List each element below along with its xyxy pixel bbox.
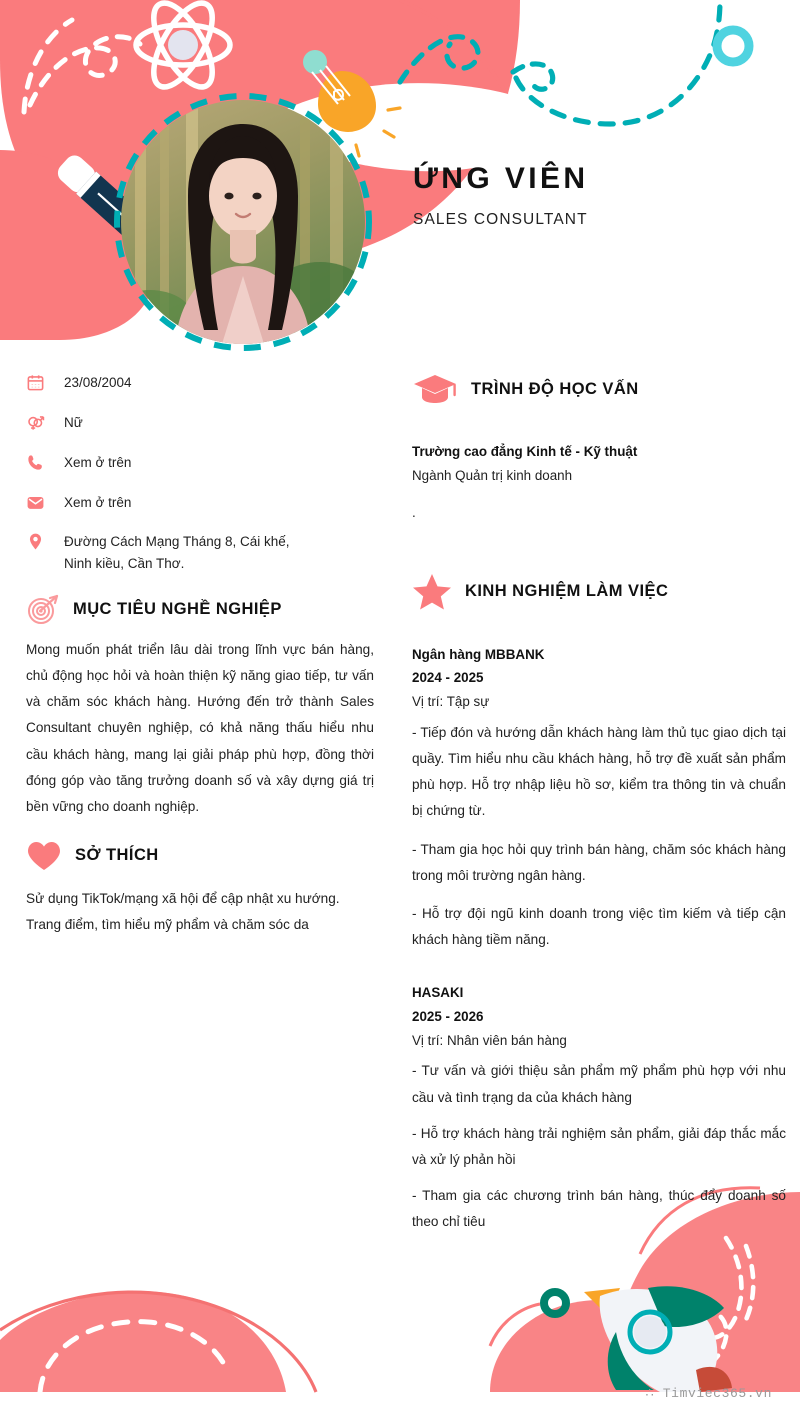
experience-section (412, 573, 786, 1235)
calendar-icon (26, 372, 52, 392)
major: Ngành Quản trị kinh doanh (412, 467, 573, 483)
section-title: KINH NGHIỆM LÀM VIỆC (465, 582, 669, 601)
objective-heading (26, 593, 374, 625)
page-title: ỨNG VIÊN (413, 162, 589, 195)
email-icon (26, 492, 52, 512)
location-icon (26, 531, 52, 551)
donut-circle-teal-small (544, 1292, 566, 1314)
experience-heading (412, 573, 786, 611)
hobbies-heading (26, 840, 374, 872)
employment-period: 2025 - 2026 (412, 1008, 484, 1024)
section-title: TRÌNH ĐỘ HỌC VẤN (471, 379, 639, 398)
experience-bullet: - Hỗ trợ đội ngũ kinh doanh trong việc tìm kiếm và tiếp cận khách hàng tiềm năng. (412, 905, 786, 947)
contact-value: Xem ở trên (64, 454, 132, 470)
experience-bullet: - Tư vấn và giới thiệu sản phẩm mỹ phẩm phù hợp với nhu cầu và tình trạng da của khách hàng (412, 1063, 786, 1105)
contact-item-birthdate (26, 372, 374, 394)
heart-icon (26, 840, 62, 872)
section-title: MỤC TIÊU NGHỀ NGHIỆP (73, 599, 282, 618)
watermark: ∴ Timviec365.vn (645, 1386, 772, 1401)
contact-value: Xem ở trên (64, 494, 132, 510)
experience-item (412, 643, 786, 953)
hobbies-line-1: Sử dụng TikTok/mạng xã hội để cập nhật xu hướng. (26, 890, 340, 906)
section-title: SỞ THÍCH (75, 846, 159, 865)
name-block (413, 162, 588, 229)
target-icon (26, 593, 60, 625)
job-title: SALES CONSULTANT (413, 210, 588, 228)
education-section (412, 372, 786, 525)
star-icon (412, 573, 452, 611)
objective-section (26, 593, 374, 820)
gender-icon (26, 412, 52, 432)
contact-item-phone (26, 452, 374, 474)
contact-item-gender (26, 412, 374, 434)
hobbies-section (26, 840, 374, 938)
contact-value: 23/08/2004 (64, 375, 132, 390)
donut-circle-cyan (717, 30, 749, 62)
contact-item-address (26, 531, 374, 575)
hobbies-line-2: Trang điểm, tìm hiểu mỹ phẩm và chăm sóc da (26, 916, 309, 932)
contact-value: Đường Cách Mạng Tháng 8, Cái khế, Ninh kiều, Cần Thơ. (64, 534, 290, 572)
position: Vị trí: Nhân viên bán hàng (412, 1032, 567, 1048)
education-heading (412, 372, 786, 406)
experience-item (412, 981, 786, 1235)
objective-body: Mong muốn phát triển lâu dài trong lĩnh vực bán hàng, chủ động học hỏi và hoàn thiện kỹ năng giao tiếp, tư vấn và chăm sóc khách hàng. Hướng đến trở thành Sales Consultant chuyên nghiệp, có khả năng thấu hiểu nhu cầu khách hàng, mang lại giải pháp phù hợp, đồng thời đóng góp vào tăng trưởng doanh số và xây dựng giá trị bền vững cho doanh nghiệp. (26, 642, 374, 814)
contact-item-email (26, 492, 374, 514)
company-name: HASAKI (412, 984, 464, 1000)
experience-bullet: - Hỗ trợ khách hàng trải nghiệm sản phẩm, giải đáp thắc mắc và xử lý phản hồi (412, 1125, 786, 1167)
position: Vị trí: Tập sự (412, 694, 490, 710)
phone-icon (26, 452, 52, 472)
contact-list (26, 372, 374, 575)
experience-bullet: - Tham gia học hỏi quy trình bán hàng, chăm sóc khách hàng trong môi trường ngân hàng. (412, 841, 786, 883)
contact-value: Nữ (64, 414, 83, 430)
left-column (0, 372, 400, 938)
education-note: . (412, 504, 416, 520)
experience-bullet: - Tham gia các chương trình bán hàng, thúc đẩy doanh số theo chỉ tiêu (412, 1187, 786, 1229)
right-column (400, 372, 800, 1235)
graduation-cap-icon (412, 372, 458, 406)
school-name: Trường cao đẳng Kinh tế - Kỹ thuật (412, 444, 638, 459)
experience-bullet: - Tiếp đón và hướng dẫn khách hàng làm thủ tục giao dịch tại quầy. Tìm hiểu nhu cầu khách hàng, hỗ trợ đề xuất sản phẩm phù hợp. Hỗ trợ nhập liệu hồ sơ, kiểm tra thông tin và chuẩn bị chứng từ. (412, 725, 786, 819)
company-name: Ngân hàng MBBANK (412, 646, 545, 662)
employment-period: 2024 - 2025 (412, 670, 484, 686)
